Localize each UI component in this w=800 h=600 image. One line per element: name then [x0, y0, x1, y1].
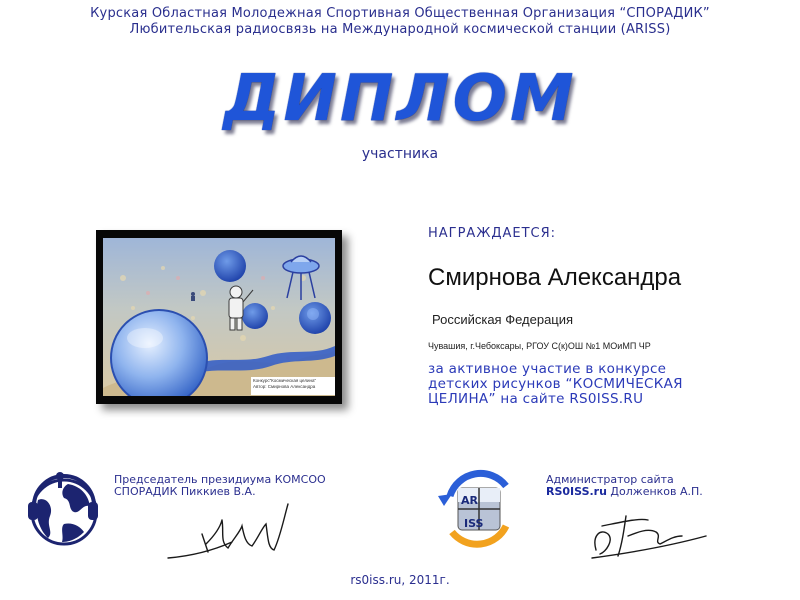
child-drawing-image	[103, 238, 335, 396]
recipient-school: Чувашия, г.Чебоксары, РГОУ С(к)ОШ №1 МОиМП ЧР	[428, 341, 651, 351]
recipient-name: Смирнова Александра	[428, 264, 682, 291]
drawing-caption-author: Автор: Смирнова Александра	[253, 384, 316, 389]
sporadik-logo	[24, 466, 102, 548]
award-reason-line: ЦЕЛИНА” на сайте RS0ISS.RU	[428, 391, 644, 407]
awarded-label: НАГРАЖДАЕТСЯ:	[428, 226, 557, 241]
drawing-caption-contest: Конкурс"Космическая целина"	[253, 378, 317, 383]
chairman-signature	[162, 498, 292, 570]
drawing-frame	[96, 230, 342, 404]
ariss-logo	[436, 466, 520, 550]
organization-header: Курская Областная Молодежная Спортивная Общественная Организация “СПОРАДИК”	[90, 6, 710, 21]
diploma-subtitle: участника	[361, 146, 439, 162]
award-reason-line: детских рисунков “КОСМИЧЕСКАЯ	[428, 376, 683, 392]
footer-site-year: rs0iss.ru, 2011г.	[350, 573, 450, 587]
chairman-title: Председатель президиума КОМСОО	[114, 473, 326, 486]
program-header: Любительская радиосвязь на Международной космической станции (ARISS)	[129, 22, 671, 37]
admin-name: Долженков А.П.	[606, 485, 703, 498]
chairman-name: СПОРАДИК Пиккиев В.А.	[114, 485, 256, 498]
recipient-country: Российская Федерация	[432, 312, 574, 327]
admin-signature	[582, 506, 712, 566]
admin-signature-label	[546, 474, 703, 498]
admin-title: Администратор сайта	[546, 473, 674, 486]
ariss-logo-iss: ISS	[464, 517, 484, 530]
award-reason	[428, 362, 768, 407]
chairman-signature-label	[114, 474, 326, 498]
ariss-logo-ar: AR	[461, 494, 478, 507]
diploma-title: ДИПЛОМ	[223, 62, 577, 136]
award-reason-line: за активное участие в конкурсе	[428, 361, 667, 377]
drawing-caption	[251, 377, 335, 395]
admin-site: RS0ISS.ru	[546, 485, 607, 498]
